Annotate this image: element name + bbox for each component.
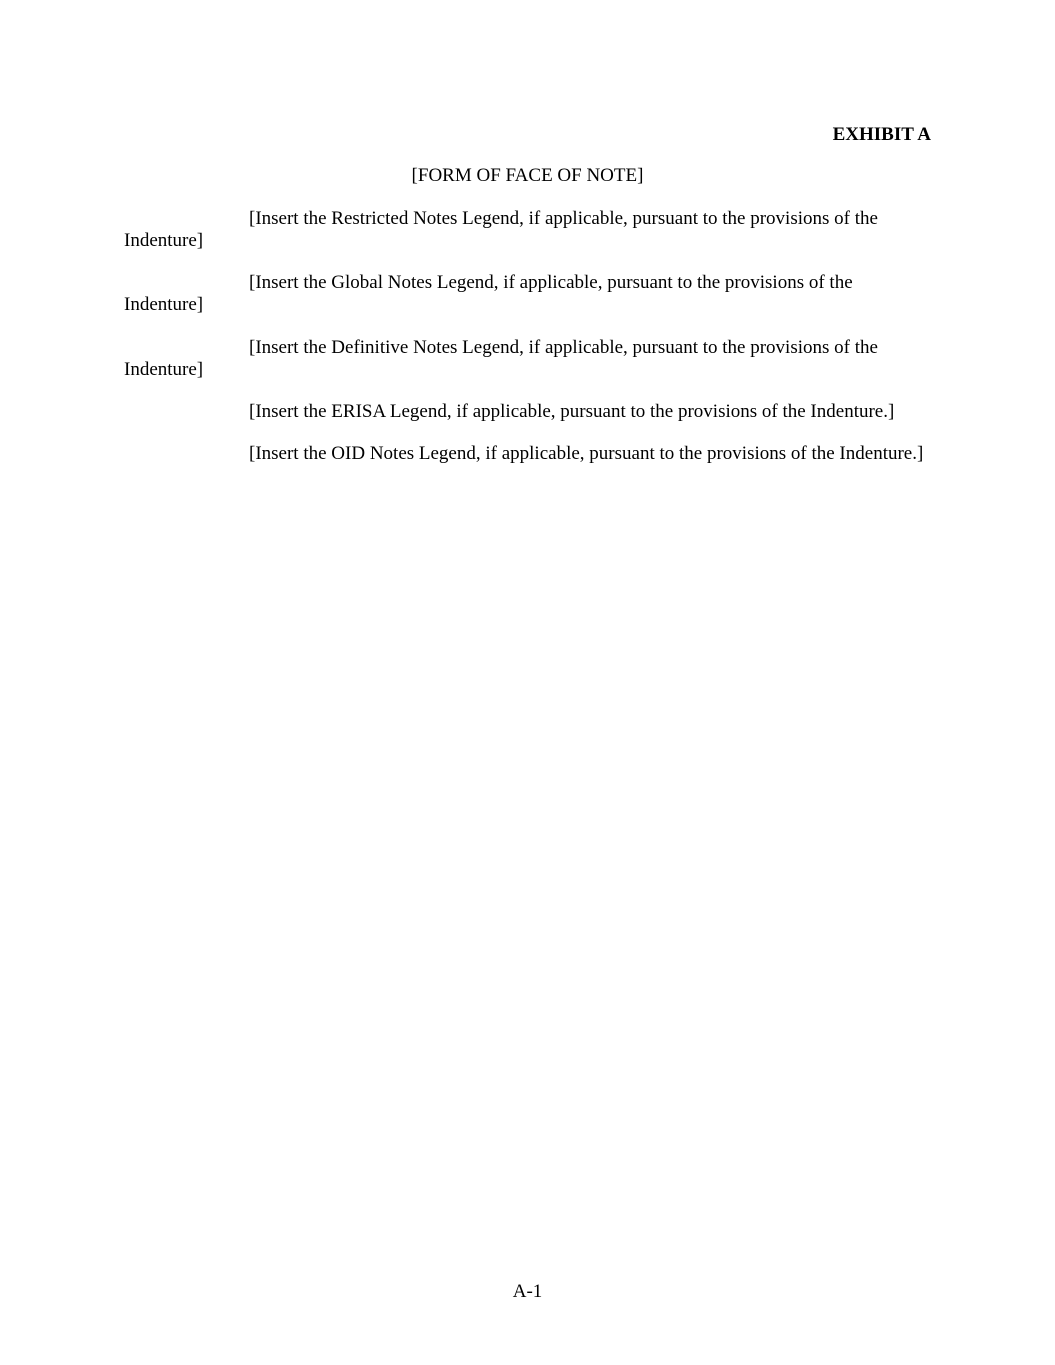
oid-notes-legend-line: [Insert the OID Notes Legend, if applicable, pursuant to the provisions of the Indenture.] <box>249 443 924 464</box>
definitive-notes-legend-line: [Insert the Definitive Notes Legend, if applicable, pursuant to the provisions of the <box>249 337 878 358</box>
restricted-notes-legend-line: [Insert the Restricted Notes Legend, if applicable, pursuant to the provisions of the <box>249 208 878 229</box>
page-number: A-1 <box>512 1281 543 1302</box>
global-notes-legend-line: [Insert the Global Notes Legend, if applicable, pursuant to the provisions of the <box>249 272 853 293</box>
exhibit-title: EXHIBIT A <box>832 124 931 145</box>
definitive-notes-legend-continuation: Indenture] <box>124 359 204 380</box>
restricted-notes-legend-continuation: Indenture] <box>124 230 204 251</box>
form-heading: [FORM OF FACE OF NOTE] <box>411 165 644 186</box>
erisa-legend-line: [Insert the ERISA Legend, if applicable, pursuant to the provisions of the Indenture.] <box>249 401 895 422</box>
global-notes-legend-continuation: Indenture] <box>124 294 204 315</box>
